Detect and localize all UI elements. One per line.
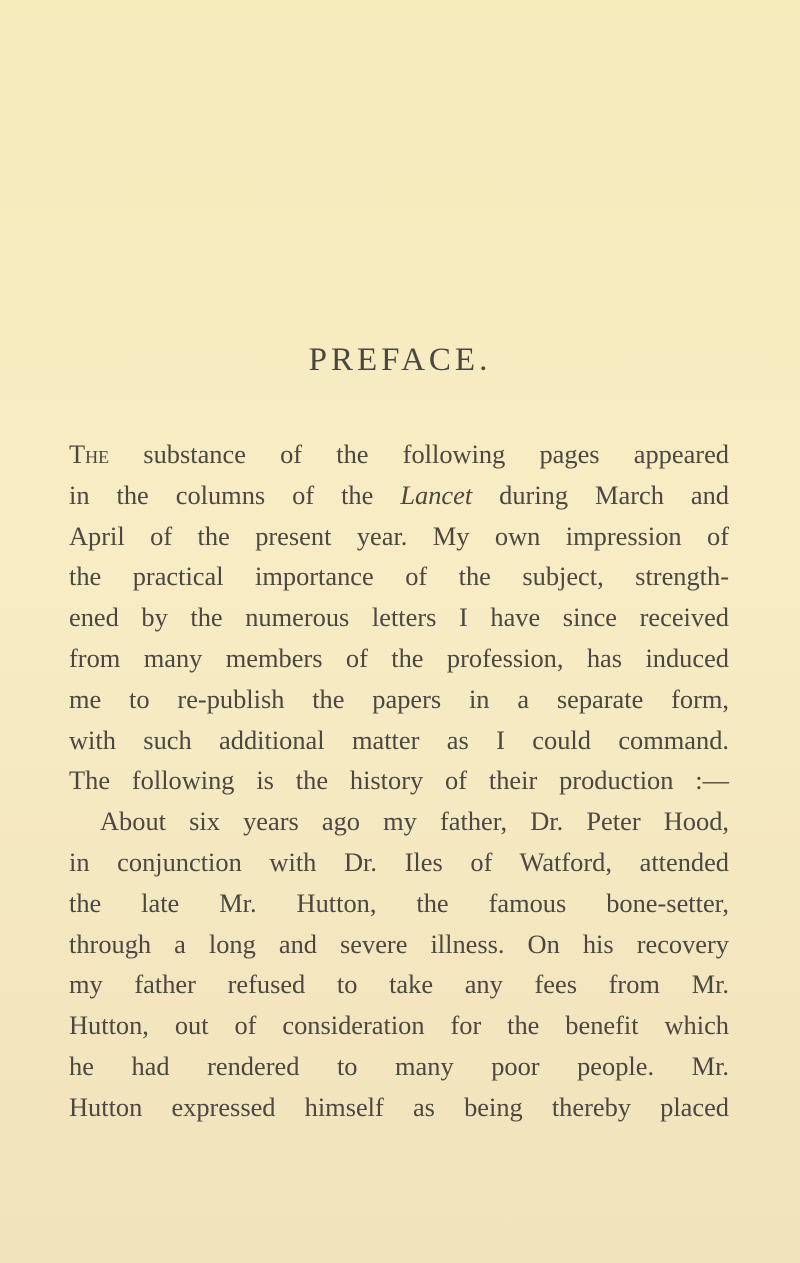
line-text: substance of the following pages appeared [109, 439, 729, 469]
text-line: from many members of the profession, has induced [69, 642, 729, 673]
text-line [69, 475, 729, 516]
text-line: through a long and severe illness. On his recovery [69, 928, 729, 959]
text-line: The following is the history of their production :— [69, 765, 729, 796]
line-text: during March and [472, 479, 729, 510]
paragraph-2 [69, 801, 729, 1127]
text-line [69, 434, 729, 475]
drop-word: The [69, 439, 110, 469]
text-line: Hutton, out of consideration for the benefit which [69, 1010, 729, 1041]
paragraph-1 [69, 434, 729, 801]
text-line: my father refused to take any fees from Mr. [69, 969, 729, 1000]
text-line: with such additional matter as I could command. [69, 724, 729, 755]
text-line: the late Mr. Hutton, the famous bone-setter, [69, 887, 729, 918]
page-title: PREFACE. [308, 342, 492, 378]
text-line: Hutton expressed himself as being thereby placed [69, 1091, 729, 1122]
text-line: in conjunction with Dr. Iles of Watford, attended [69, 846, 729, 877]
text-line: he had rendered to many poor people. Mr. [69, 1050, 729, 1081]
text-line: the practical importance of the subject, strength- [69, 561, 729, 592]
body-text [69, 434, 729, 1128]
line-text: in the columns of the [69, 479, 401, 510]
text-line: About six years ago my father, Dr. Peter Hood, [100, 806, 729, 837]
text-line: April of the present year. My own impression of [69, 520, 729, 551]
italic-title: Lancet [400, 479, 473, 510]
text-line: me to re-publish the papers in a separate form, [69, 683, 729, 714]
text-line: ened by the numerous letters I have since received [69, 602, 729, 633]
